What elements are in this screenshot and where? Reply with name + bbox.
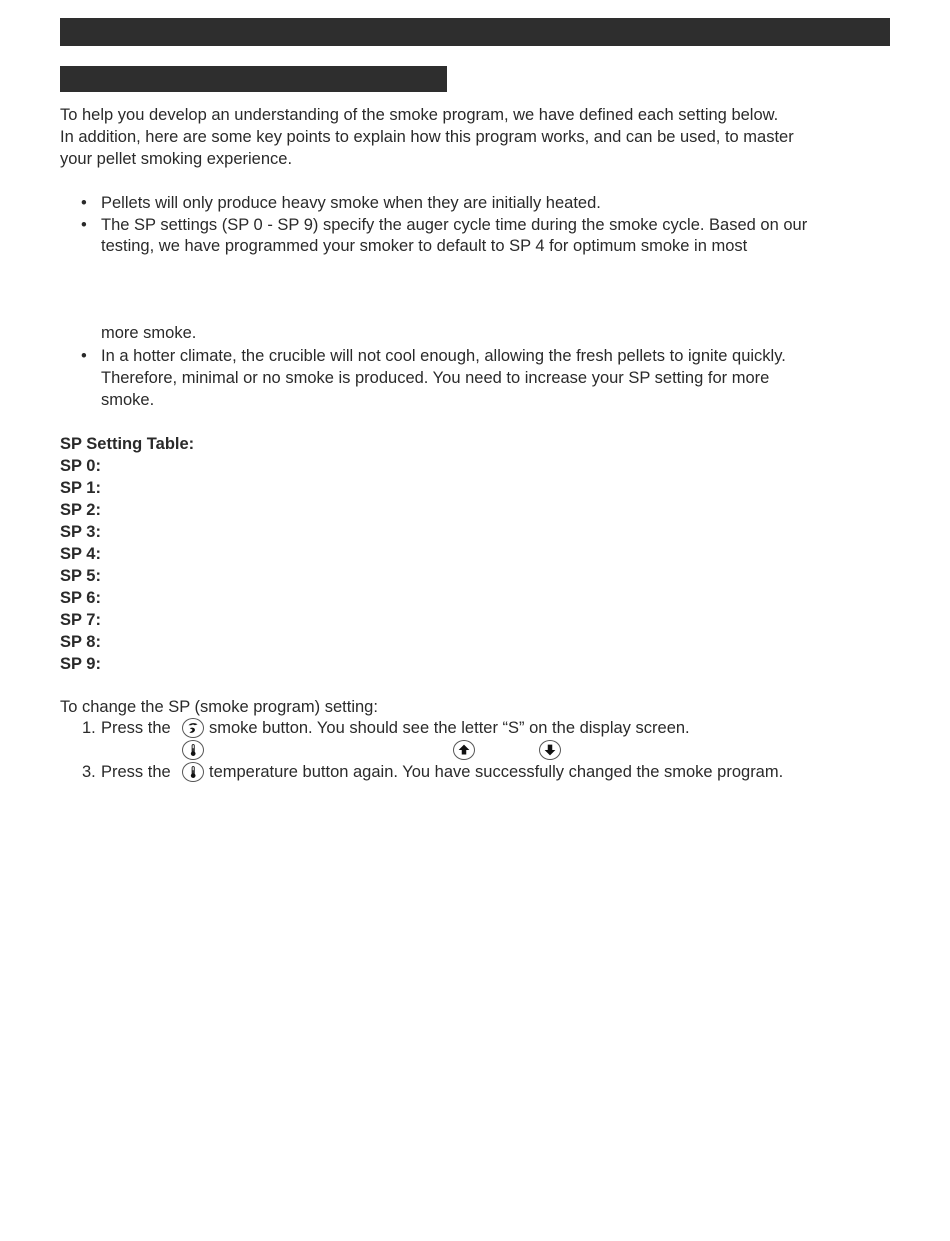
bullet-marker: •: [81, 216, 87, 234]
sp-table-row: SP 1:: [60, 479, 101, 497]
up-arrow-button-icon: [453, 740, 475, 760]
intro-line-1: To help you develop an understanding of the smoke program, we have defined each setting below.: [60, 106, 779, 124]
sp-table-title: SP Setting Table:: [60, 435, 195, 453]
bullet-marker: •: [81, 347, 87, 365]
step-1-prefix: Press the: [101, 719, 171, 737]
temperature-button-icon: [182, 740, 204, 760]
intro-line-3: your pellet smoking experience.: [60, 150, 293, 168]
sp-table-row: SP 6:: [60, 589, 101, 607]
step-3-text: temperature button again. You have successfully changed the smoke program.: [209, 763, 784, 781]
bullet-3-line-1: In a hotter climate, the crucible will not cool enough, allowing the fresh pellets to ignite quickly.: [101, 347, 786, 365]
sp-table-row: SP 7:: [60, 611, 101, 629]
step-3-number: 3.: [82, 763, 96, 781]
sp-table-row: SP 4:: [60, 545, 101, 563]
sp-table-row: SP 3:: [60, 523, 101, 541]
bullet-3-line-2: Therefore, minimal or no smoke is produced. You need to increase your SP setting for more: [101, 369, 770, 387]
bullet-2-line-2: testing, we have programmed your smoker to default to SP 4 for optimum smoke in most: [101, 237, 748, 255]
temperature-button-icon: [182, 762, 204, 782]
sp-table-row: SP 2:: [60, 501, 101, 519]
header-bar: [60, 18, 890, 46]
bullet-marker: •: [81, 194, 87, 212]
step-1-text: smoke button. You should see the letter “S” on the display screen.: [209, 719, 690, 737]
steps-intro: To change the SP (smoke program) setting:: [60, 698, 378, 716]
sp-table-row: SP 9:: [60, 655, 101, 673]
step-1-number: 1.: [82, 719, 96, 737]
bullet-2-line-3: more smoke.: [101, 324, 197, 342]
sp-table-row: SP 0:: [60, 457, 101, 475]
section-heading-bar: [60, 66, 447, 92]
sp-table-row: SP 8:: [60, 633, 101, 651]
intro-line-2: In addition, here are some key points to explain how this program works, and can be used, to master: [60, 128, 794, 146]
smoke-button-icon: [182, 718, 204, 738]
bullet-1-text: Pellets will only produce heavy smoke when they are initially heated.: [101, 194, 601, 212]
bullet-2-line-1: The SP settings (SP 0 - SP 9) specify the auger cycle time during the smoke cycle. Based on our: [101, 216, 808, 234]
step-3-prefix: Press the: [101, 763, 171, 781]
sp-table-row: SP 5:: [60, 567, 101, 585]
down-arrow-button-icon: [539, 740, 561, 760]
bullet-3-line-3: smoke.: [101, 391, 155, 409]
